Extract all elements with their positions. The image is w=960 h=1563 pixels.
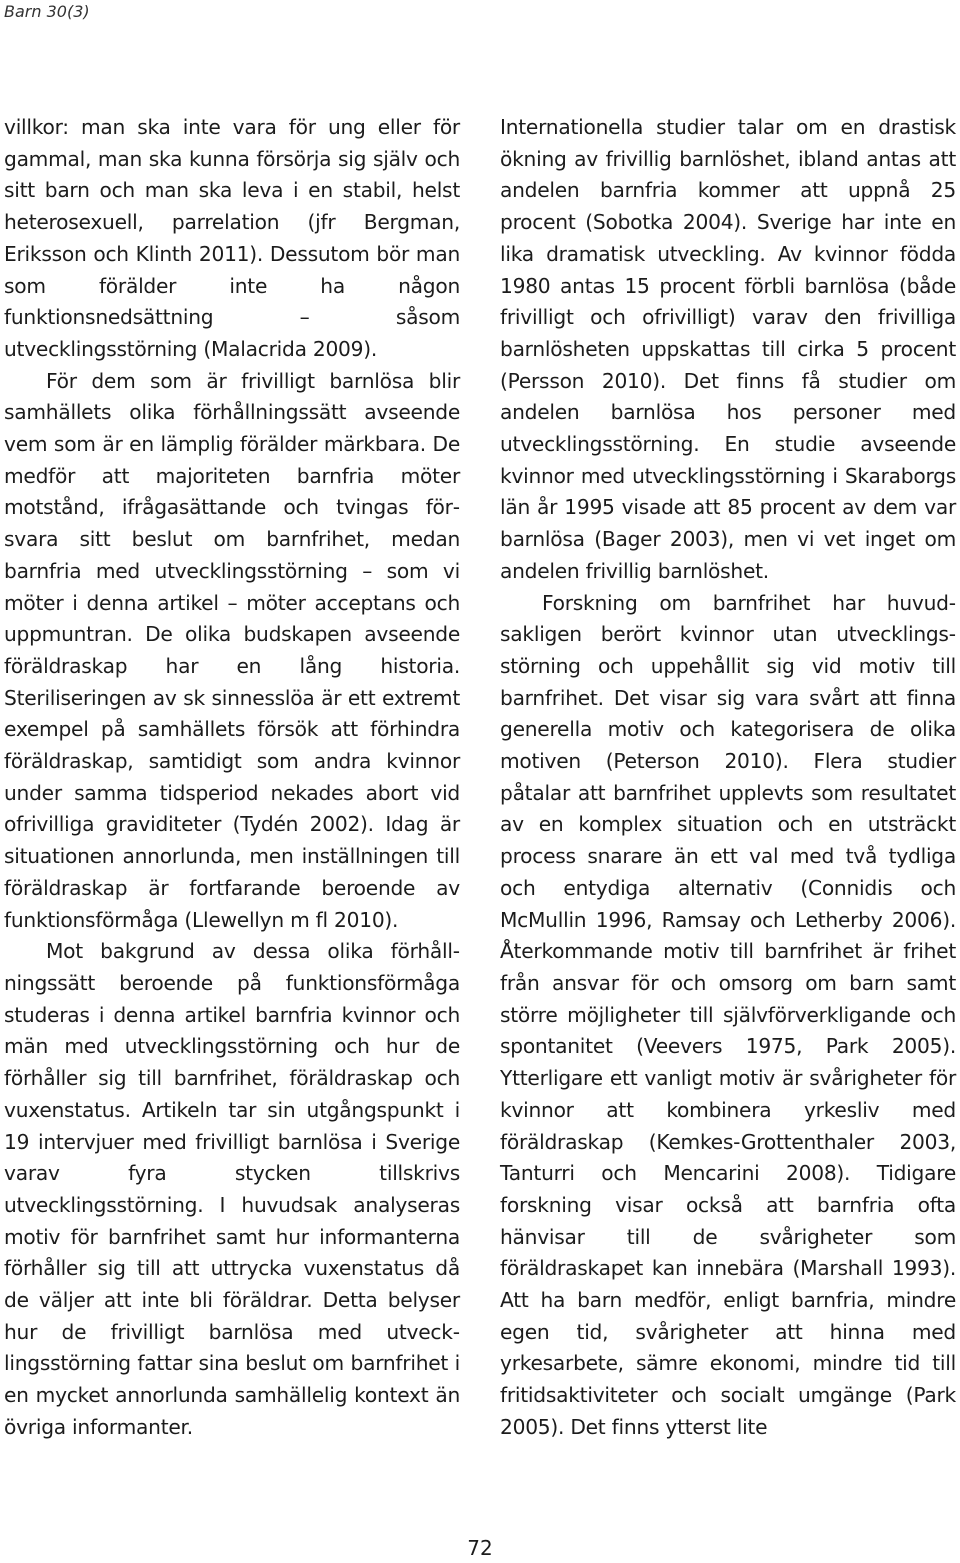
body-paragraph: Forskning om barnfrihet har huvudsakligen berört kvinnor utan utvecklingsstörning och uppehållit sig vid motiv till barnfrihet. Det visar sig vara svårt att finna generella motiv och kategorisera de olika motiven (Peterson 2010). Flera studier påtalar att barnfrihet upplevts som resultatet av en komplex situation och en utsträckt process snarare än ett val med två tydliga och entydiga alternativ (Connidis och McMullin 1996, Ramsay och Letherby 2006). Återkommande motiv till barnfrihet är frihet från ansvar för och omsorg om barn samt större möjligheter till självförverkligande och spontanitet (Veevers 1975, Park 2005). Ytterligare ett vanligt motiv är svårigheter för kvinnor att kombinera yrkesliv med föräldraskap (Kemkes-Grottenthaler 2003, Tanturri och Mencarini 2008). Tidigare forskning visar också att barnfria ofta hänvisar till de svårigheter som föräldraskapet kan innebära (Marshall 1993). Att ha barn medför, enligt barnfria, mindre egen tid, svårigheter att hinna med yrkesarbete, sämre ekonomi, mindre tid till fritidsaktiviteter och socialt umgänge (Park 2005). Det finns ytterst lite [500, 590, 956, 1439]
body-paragraph: För dem som är frivilligt barnlösa blir samhällets olika förhållningssätt avseende vem som är en lämplig förälder märkbara. De medför att majoriteten barnfria möter motstånd, ifrågasättande och tvingas försvara sitt beslut om barnfrihet, medan barnfria med utvecklingsstörning – som vi möter i denna artikel – möter acceptans och uppmuntran. De olika budskapen avseende föräldraskap har en lång historia. Steriliseringen av sk sinnesslöa är ett extremt exempel på samhällets försök att förhindra föräldraskap, samtidigt som andra kvinnor under samma tidsperiod nekades abort vid ofrivilliga graviditeter (Tydén 2002). Idag är situationen annorlunda, men inställningen till föräldraskap är fortfarande beroende av funktionsförmåga (Llewellyn m fl 2010). [4, 368, 460, 932]
body-paragraph: villkor: man ska inte vara för ung eller för gammal, man ska kunna försörja sig själv och sitt barn och man ska leva i en stabil, helst heterosexuell, parrelation (jfr Bergman, Eriksson och Klinth 2011). Dessutom bör man som förälder inte ha någon funktionsnedsättning – såsom utvecklingsstörning (Malacrida 2009). [4, 115, 460, 361]
running-header: Barn 30(3) [4, 2, 90, 21]
body-paragraph: Internationella studier talar om en drastisk ökning av frivillig barnlöshet, ibland antas att andelen barnfria kommer att uppnå 25 procent (Sobotka 2004). Sverige har inte en lika dramatisk utveckling. Av kvinnor födda 1980 antas 15 procent förbli barnlösa (både frivilligt och ofrivilligt) varav den frivilliga barnlösheten uppskattas till cirka 5 procent (Persson 2010). Det finns få studier om andelen barnlösa hos personer med utvecklingsstörning. En studie avseende kvinnor med utvecklingsstörning i Skaraborgs län år 1995 visade att 85 procent av dem var barnlösa (Bager 2003), men vi vet inget om andelen frivillig barnlöshet. [500, 115, 956, 583]
left-text-column [4, 112, 460, 1444]
body-paragraph: Mot bakgrund av dessa olika förhållningssätt beroende på funktionsförmåga studeras i denna artikel barnfria kvinnor och män med utvecklingsstörning och hur de förhåller sig till barnfrihet, föräldraskap och vuxenstatus. Artikeln tar sin utgångspunkt i 19 intervjuer med frivilligt barnlösa i Sverige varav fyra stycken tillskrivs utvecklingsstörning. I huvudsak analyseras motiv för barnfrihet samt hur informanterna förhåller sig till att uttrycka vuxenstatus då de väljer att inte bli föräldrar. Detta belyser hur de frivilligt barnlösa med utvecklingsstörning fattar sina beslut om barnfrihet i en mycket annorlunda samhällelig kontext än övriga informanter. [4, 939, 460, 1439]
page-number: 72 [467, 1536, 493, 1560]
right-text-column [500, 112, 956, 1444]
